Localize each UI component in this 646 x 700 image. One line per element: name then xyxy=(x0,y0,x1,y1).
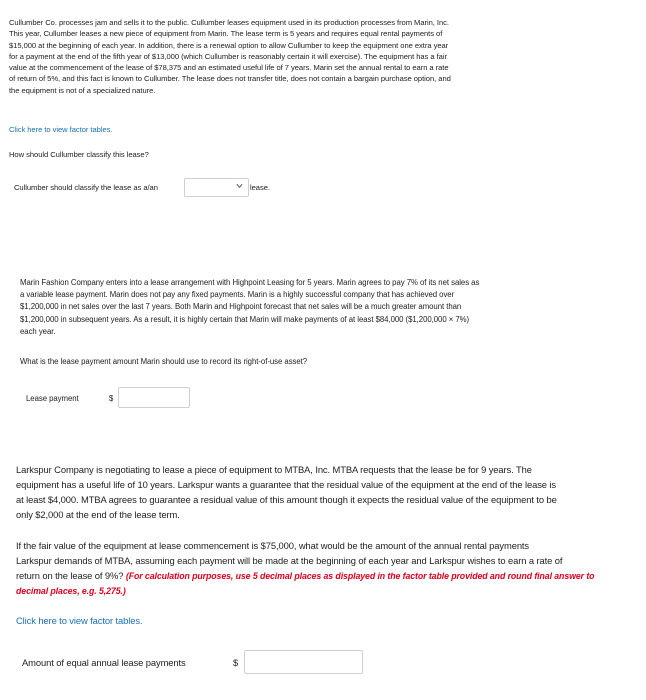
q2-line: each year. xyxy=(20,326,56,336)
q2-line: a variable lease payment. Marin does not pay any fixed payments. Marin is a highly successful company that has achieved over xyxy=(20,290,455,300)
lease-classification-select[interactable] xyxy=(184,178,249,197)
annual-payments-label: Amount of equal annual lease payments xyxy=(22,657,186,668)
q3-factor-tables-link[interactable]: Click here to view factor tables. xyxy=(16,615,143,626)
q3-line: equipment has a useful life of 10 years. Larkspur wants a guarantee that the residual value of the equipment at the end of the lease is xyxy=(16,479,556,491)
q1-answer-suffix: lease. xyxy=(250,183,270,192)
q3-instruction-cont: decimal places, e.g. 5,275.) xyxy=(16,586,126,597)
q3-line: at least $4,000. MTBA agrees to guarantee a residual value of this amount though it expects the residual value of the equipment to be xyxy=(16,494,557,506)
q2-line: Marin Fashion Company enters into a lease arrangement with Highpoint Leasing for 5 years. Marin agrees to pay 7% of its net sales as xyxy=(20,278,480,287)
q3-line: Larkspur demands of MTBA, assuming each payment will be made at the beginning of each year and Larkspur wishes to earn a rate of xyxy=(16,555,563,567)
q1-line: the equipment is not of a specialized nature. xyxy=(9,85,156,95)
q3-line: If the fair value of the equipment at lease commencement is $75,000, what would be the amount of the annual rental payments xyxy=(16,540,530,551)
q3-line: Larkspur Company is negotiating to lease a piece of equipment to MTBA, Inc. MTBA requests that the lease be for 9 years. The xyxy=(16,464,532,475)
lease-payment-currency: $ xyxy=(109,394,114,403)
q1-line: $15,000 at the beginning of each year. In addition, there is a renewal option to allow Cullumber to keep the equipment one extra year xyxy=(9,40,449,50)
q2-paragraph xyxy=(20,277,640,338)
q2-line: $1,200,000 in subsequent years. As a result, it is highly certain that Marin will make payments of at least $84,000 ($1,200,000 × 7%) xyxy=(20,314,470,324)
q2-line: $1,200,000 in net sales over the last 7 years. Both Marin and Highpoint forecast that net sales will be a much greater amount than xyxy=(20,302,462,312)
annual-payments-input[interactable] xyxy=(244,650,363,674)
annual-payments-currency: $ xyxy=(233,657,239,668)
q3-paragraph-2 xyxy=(16,538,646,599)
q1-factor-tables-link[interactable]: Click here to view factor tables. xyxy=(9,125,113,134)
q1-line: value at the commencement of the lease of $78,375 and an estimated useful life of 7 years. Marin set the annual rental to earn a rate xyxy=(9,63,449,73)
q1-line: of return of 5%, and this fact is known to Cullumber. The lease does not transfer title, does not contain a bargain purchase option, and xyxy=(9,74,451,84)
q1-question: How should Cullumber classify this lease? xyxy=(9,150,149,159)
q3-paragraph-1 xyxy=(16,462,646,522)
q3-line: only $2,000 at the end of the lease term. xyxy=(16,509,180,521)
q1-paragraph xyxy=(9,17,641,96)
q2-question: What is the lease payment amount Marin should use to record its right-of-use asset? xyxy=(20,357,308,366)
lease-payment-label: Lease payment xyxy=(26,394,79,403)
chevron-down-icon xyxy=(236,183,243,189)
q1-line: Cullumber Co. processes jam and sells it to the public. Cullumber leases equipment used in its production processes from Marin, Inc. xyxy=(9,18,449,27)
q3-line: return on the lease of 9%? xyxy=(16,570,124,582)
q1-line: This year, Cullumber leases a new piece of equipment from Marin. The lease term is 5 years and requires equal rental payments of xyxy=(9,29,443,39)
q1-answer-prefix: Cullumber should classify the lease as a/an xyxy=(14,183,158,192)
q1-line: for a payment at the end of the fifth year of $13,000 (which Cullumber is reasonably certain it will exercise). The equipment has a fair xyxy=(9,51,447,61)
q3-instruction: (For calculation purposes, use 5 decimal places as displayed in the factor table provided and round final answer to xyxy=(125,571,595,582)
lease-payment-input[interactable] xyxy=(118,387,190,408)
